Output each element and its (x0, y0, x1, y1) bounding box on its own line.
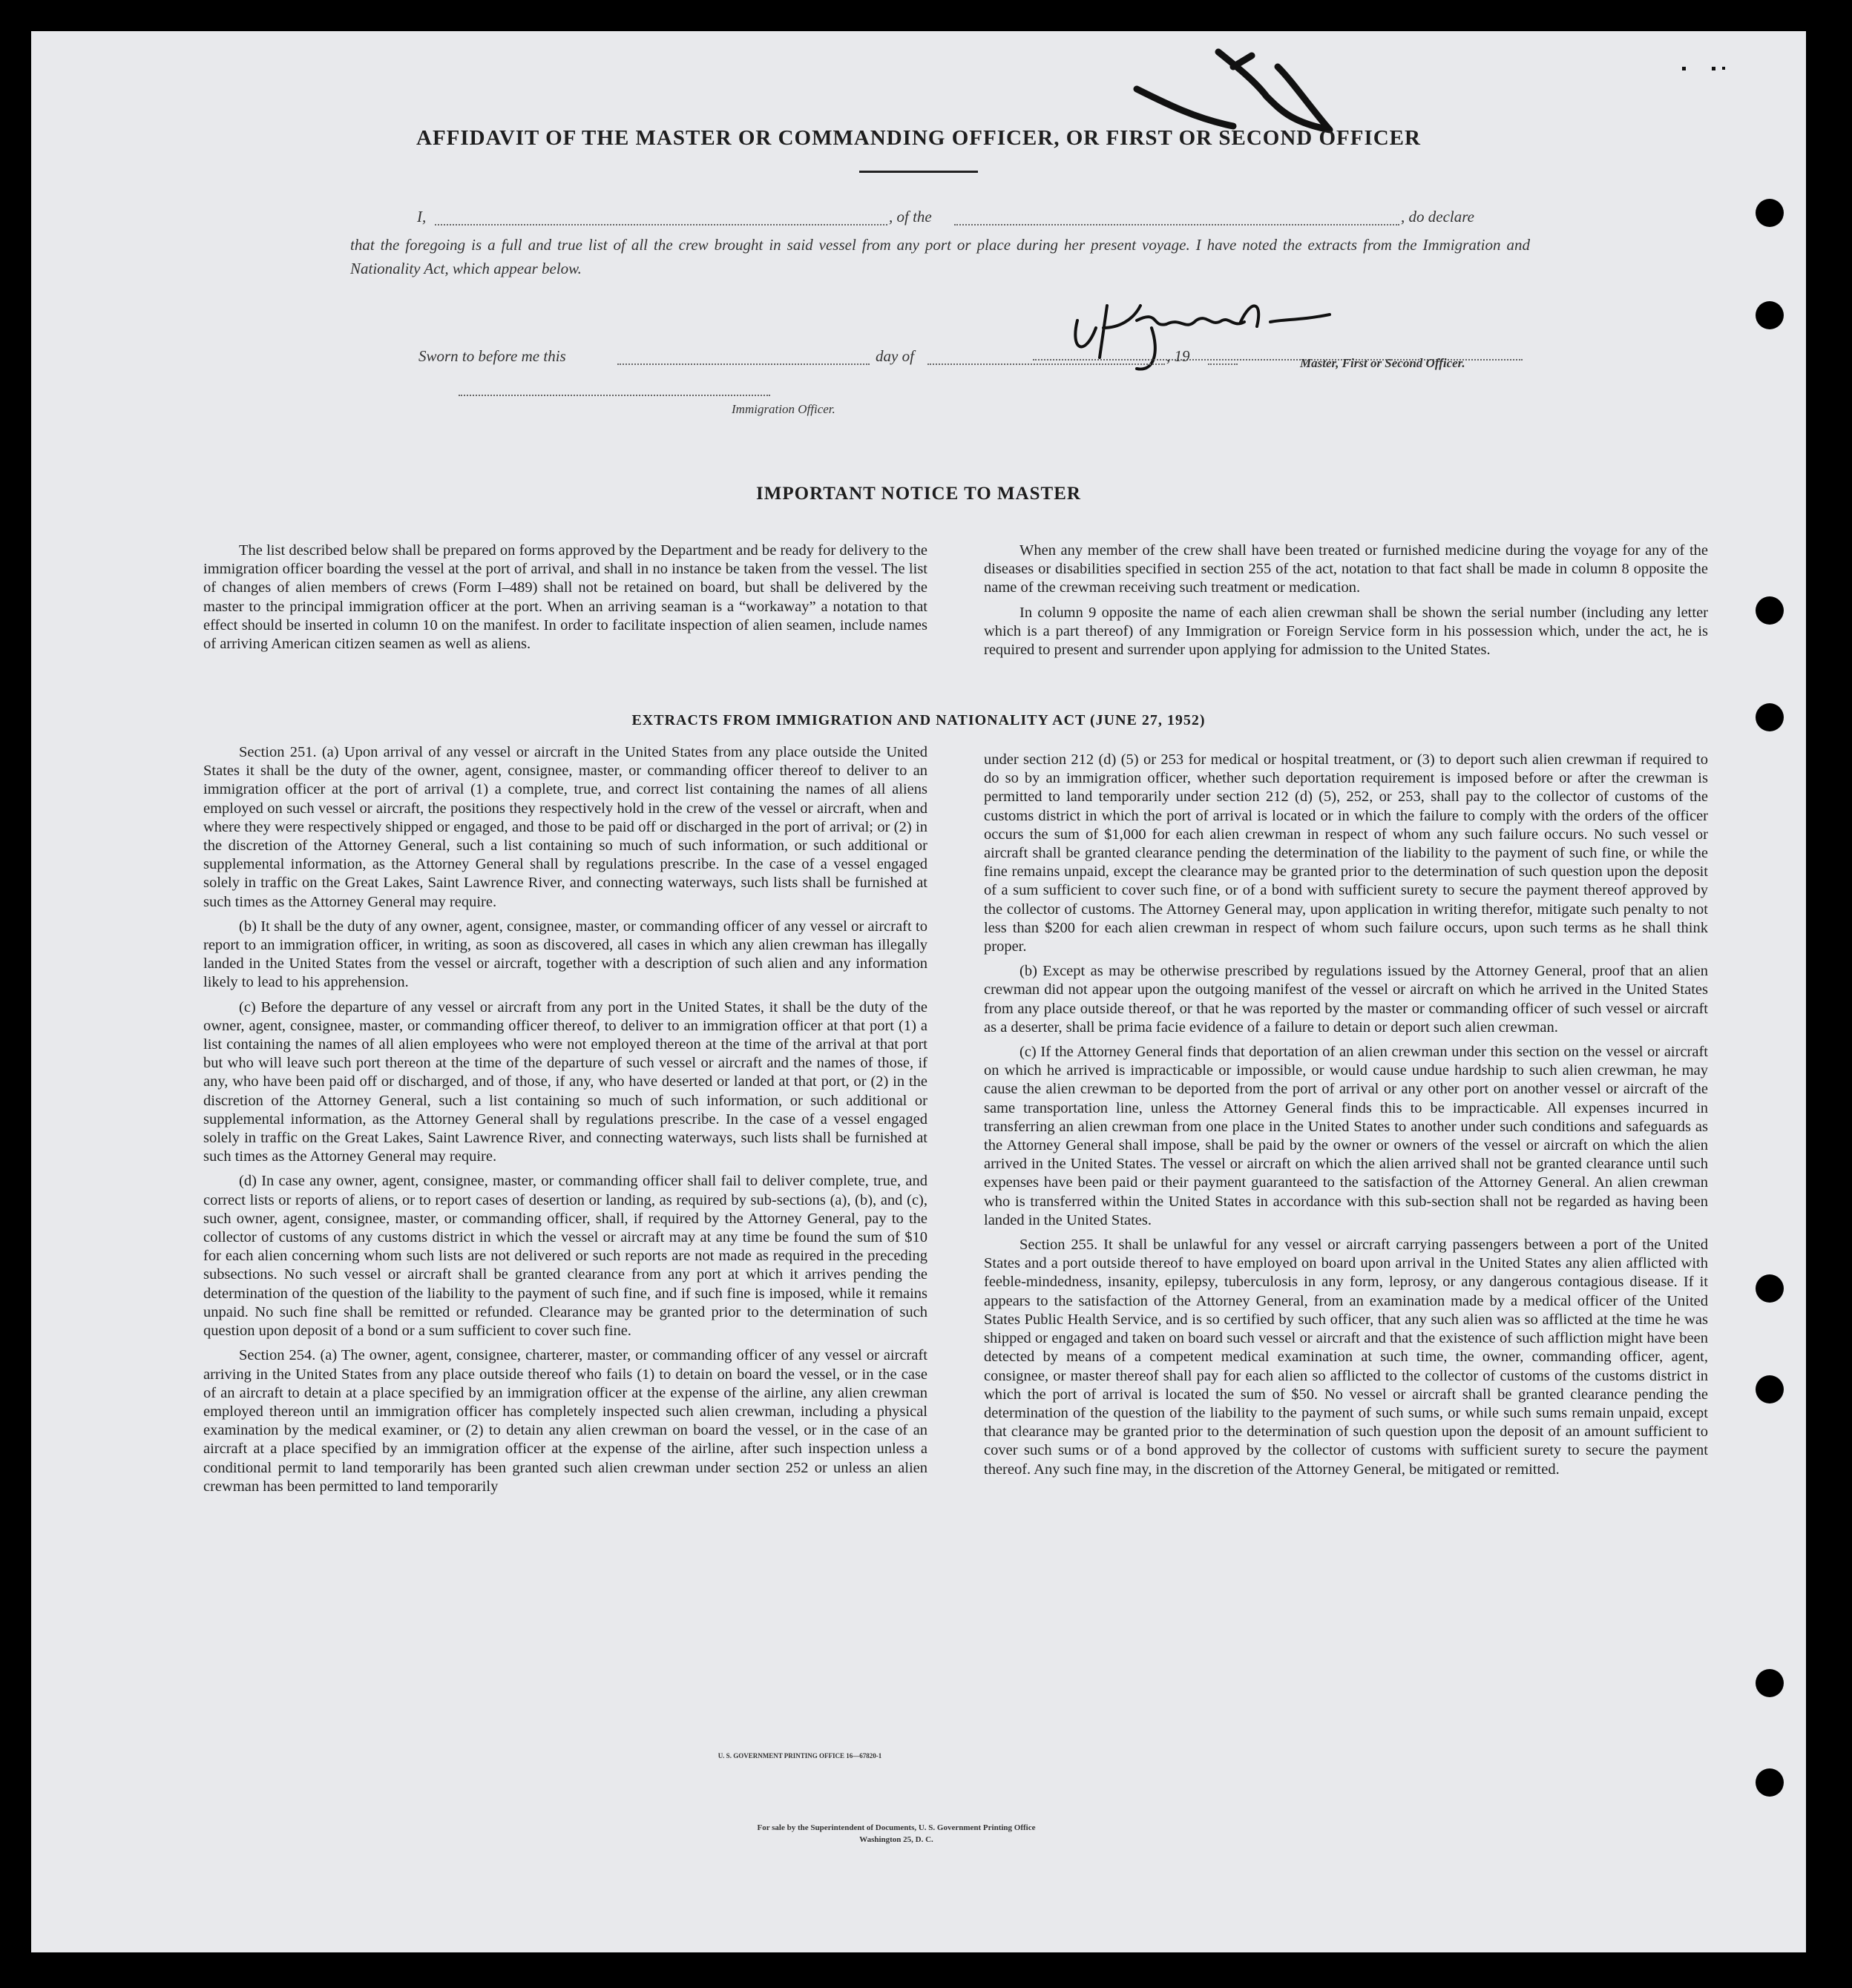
extracts-title: EXTRACTS FROM IMMIGRATION AND NATIONALITY ACT (JUNE 27, 1952) (631, 712, 1206, 728)
binder-hole (1756, 1669, 1784, 1697)
affidavit-title: AFFIDAVIT OF THE MASTER OR COMMANDING OFFICER, OR FIRST OR SECOND OFFICER (416, 126, 1421, 150)
binder-hole (1756, 596, 1784, 625)
binder-hole (1756, 1375, 1784, 1403)
gpo-code: U. S. GOVERNMENT PRINTING OFFICE 16—67820-1 (718, 1752, 882, 1760)
day-field[interactable] (617, 363, 870, 365)
officer-signature-line (459, 395, 770, 396)
binder-hole (1756, 1768, 1784, 1797)
binder-hole (1756, 703, 1784, 731)
do-declare-label: , do declare (1401, 208, 1474, 226)
name-field[interactable] (435, 224, 887, 226)
document-page (31, 31, 1806, 1952)
declaration-text: that the foregoing is a full and true list of all the crew brought in said vessel from any port or place during her present voyage. I have noted the extracts from the Immigration and Nationality Act, which appear below. (350, 236, 1530, 277)
notice-right-column (984, 542, 1708, 665)
extract-paragraph: Section 251. (a) Upon arrival of any vessel or aircraft in the United States from any place outside the United States it shall be the duty of the owner, agent, consignee, master, or commanding officer thereof to deliver to an immigration officer at the port of arrival (1) a complete, true, and correct list containing the names of all aliens employed on such vessel or aircraft, the positions they respectively hold in the crew of the vessel or aircraft, when and where they were respectively shipped or engaged, and those to be paid off or discharged in the port of arrival; or (2) in the discretion of the Attorney General, such a list containing so much of such information, or such additional or supplemental information, as the Attorney General shall by regulations prescribe. In the case of a vessel engaged solely in traffic on the Great Lakes, Saint Lawrence River, and connecting waterways, such lists shall be furnished at such times as the Attorney General may require. (203, 744, 927, 910)
extract-paragraph: Section 254. (a) The owner, agent, consignee, charterer, master, or commanding officer of any vessel or aircraft arriving in the United States from any place outside thereof who fails (1) to detain on board the vessel, or in the case of an aircraft to detain at a place specified by an immigration officer at the expense of the airline, any alien crewman employed thereon until an immigration officer has completely inspected such alien crewman, including a physical examination by the medical examiner, or (2) to detain any alien crewman on board the vessel, or in the case of an aircraft at a place specified by an immigration officer at the expense of the airline, after such inspection unless a conditional permit to land temporarily has been granted such alien crewman under section 252 or unless an alien crewman has been permitted to land temporarily (203, 1347, 927, 1495)
extracts-left-column (203, 743, 927, 1502)
year-field[interactable] (1208, 363, 1238, 365)
vessel-field[interactable] (954, 224, 1399, 226)
extract-paragraph: Section 255. It shall be unlawful for any vessel or aircraft carrying passengers between a port of the United States and a port outside thereof to have employed on board upon arrival in the United States any alien afflicted with feeble-mindedness, insanity, epilepsy, tuberculosis in any form, leprosy, or any dangerous contagious disease. If it appears to the satisfaction of the Attorney General, from an examination made by a medical officer of the United States Public Health Service, and is so certified by such officer, that any such alien was so afflicted at the time he was shipped or engaged and taken on board such vessel or aircraft and that the existence of such affliction might have been detected by means of a competent medical examination at such time, the owner, commanding officer, agent, consignee, or master thereof shall pay for each alien so afflicted to the collector of customs of the customs district in which the port of arrival is located the sum of $50. No vessel or aircraft shall be granted clearance pending the determination of the question of the liability to the payment of such sums, or while such sums remain unpaid, except that clearance may be granted prior to the determination of such question upon the deposit of an amount sufficient to cover such sums or of a bond approved by the collector of customs with sufficient surety to secure the payment thereof. Any such fine may, in the discretion of the Attorney General, be mitigated or remitted. (984, 1237, 1708, 1478)
year-label: , 19 (1166, 347, 1190, 365)
notice-right-paragraph: When any member of the crew shall have been treated or furnished medicine during the voyage for any of the diseases or disabilities specified in section 255 of the act, notation to that fact shall be made in column 8 opposite the name of the crewman receiving such treatment or medication. (984, 542, 1708, 596)
notice-title: IMPORTANT NOTICE TO MASTER (756, 484, 1081, 504)
signer-caption: Master, First or Second Officer. (1300, 356, 1465, 370)
notice-right-paragraph: In column 9 opposite the name of each alien crewman shall be shown the serial number (including any letter which is a part thereof) of any Immigration or Foreign Service form in his possession which, under the act, he is required to present and surrender upon applying for admission to the United States. (984, 604, 1708, 659)
binder-hole (1756, 301, 1784, 329)
binder-hole (1756, 1274, 1784, 1303)
extract-paragraph: (d) In case any owner, agent, consignee, master, or commanding officer shall fail to deliver complete, true, and correct lists or reports of aliens, or to report cases of desertion or landing, as required by sub-sections (a), (b), and (c), such owner, agent, consignee, master, or commanding officer, shall, if required by the Attorney General, pay to the collector of customs of any customs district in which the vessel or aircraft may at any time be found the sum of $10 for each alien concerning whom such lists are not delivered or such reports are not made as required in the preceding subsections. No such vessel or aircraft shall be granted clearance from any port at which it arrives pending the determination of the question of the liability to the payment of such fine, and if such fine is imposed, while it remains unpaid. No such fine shall be remitted or refunded. Clearance may be granted prior to the determination of such question upon deposit of a bond or a sum sufficient to cover such fine. (203, 1173, 927, 1340)
extract-paragraph: (c) If the Attorney General finds that deportation of an alien crewman under this section on the vessel or aircraft on which he arrived is impracticable or impossible, or would cause undue hardship to such alien crewman, he may cause the alien crewman to be deported from the port of arrival or any other port on another vessel or aircraft of the same transportation line, unless the Attorney General finds this to be impracticable. All expenses incurred in transferring an alien crewman from one place in the United States to another under such conditions and safeguards as the Attorney General shall impose, shall be paid by the owner or owners of the vessel or aircraft on which the alien arrived in the United States. The vessel or aircraft on which the alien arrived shall not be granted clearance until such expenses have been paid or their payment guaranteed to the satisfaction of the Attorney General. An alien crewman who is transferred within the United States in accordance with this sub-section shall not be regarded as having been landed in the United States. (984, 1044, 1708, 1228)
extract-paragraph: under section 212 (d) (5) or 253 for medical or hospital treatment, or (3) to deport such alien crewman if required to do so by an immigration officer, whether such deportation requirement is imposed before or after the crewman is permitted to land temporarily under section 212 (d) (5), 252, or 253, shall pay to the collector of customs of the customs district in which the port of arrival is located or in which the failure to comply with the orders of the officer occurs the sum of $1,000 for each alien crewman in respect of whom any such failure occurs. No such vessel or aircraft shall be granted clearance pending the determination of the liability to the payment of such fine, or while the fine remains unpaid, except the clearance may be granted prior to the determination of such question upon the deposit of a sum sufficient to cover such fine, or of a bond with sufficient surety to secure the payment thereof approved by the collector of customs. The Attorney General may, upon application in writing therefor, mitigate such penalty to not less than $200 for each alien crewman in respect of whom such failure occurs, upon such terms as he shall think proper. (984, 751, 1708, 955)
day-of-label: day of (876, 347, 914, 365)
title-rule (859, 171, 978, 173)
sworn-line (386, 346, 1276, 371)
extracts-right-column (984, 751, 1708, 1485)
officer-caption: Immigration Officer. (732, 402, 835, 416)
month-field[interactable] (927, 363, 1165, 365)
declaration-line (386, 206, 1521, 231)
sale-line-2: Washington 25, D. C. (859, 1835, 933, 1844)
extract-paragraph: (b) Except as may be otherwise prescribed by regulations issued by the Attorney General, proof that an alien crewman did not appear upon the outgoing manifest of the vessel or aircraft on which he arrived in the United States from any place outside thereof, or that he was reported by the master or commanding officer of such vessel or aircraft as a deserter, shall be prima facie evidence of a failure to detain or deport such alien crewman. (984, 963, 1708, 1036)
sworn-label: Sworn to before me this (418, 347, 566, 365)
binder-hole (1756, 199, 1784, 227)
extract-paragraph: (c) Before the departure of any vessel or aircraft from any port in the United States, it shall be the duty of the owner, agent, consignee, master, or commanding officer thereof, to deliver to an immigration officer at that port (1) a list containing the names of all alien employees who were not employed thereon at the time of the arrival at that port but who will leave such port thereon at the time of the departure of such vessel or aircraft and the names of those, if any, who have been paid off or discharged, and of those, if any, who have deserted or landed at that port, or (2) in the discretion of the Attorney General, such a list containing so much of such information, or such additional or supplemental information, as the Attorney General shall by regulations prescribe. In the case of a vessel engaged solely in traffic on the Great Lakes, Saint Lawrence River, and connecting waterways, such lists shall be furnished at such times as the Attorney General may require. (203, 998, 927, 1165)
of-the-label: , of the (889, 208, 932, 226)
i-label: I, (417, 208, 427, 226)
extract-paragraph: (b) It shall be the duty of any owner, agent, consignee, master, or commanding officer of any vessel or aircraft to report to an immigration officer, in writing, as soon as discovered, all cases in which any alien crewman has illegally landed in the United States from the vessel or aircraft, together with a description of such alien and any information likely to lead to his apprehension. (203, 918, 927, 991)
sale-line-1: For sale by the Superintendent of Documents, U. S. Government Printing Office (757, 1823, 1036, 1832)
handwritten-mark (1107, 37, 1359, 141)
notice-left-column (203, 542, 927, 659)
corner-dots (1682, 67, 1727, 71)
notice-left-paragraph: The list described below shall be prepared on forms approved by the Department and be ready for delivery to the immigration officer boarding the vessel at the port of arrival, and shall in no instance be taken from the vessel. The list of changes of alien members of crews (Form I–489) shall not be retained on board, but shall be delivered by the master to the principal immigration officer at the port. When an arriving seaman is a “workaway” a notation to that effect should be inserted in column 10 on the manifest. In order to facilitate inspection of alien seamen, include names of arriving American citizen seamen as well as aliens. (203, 542, 927, 653)
